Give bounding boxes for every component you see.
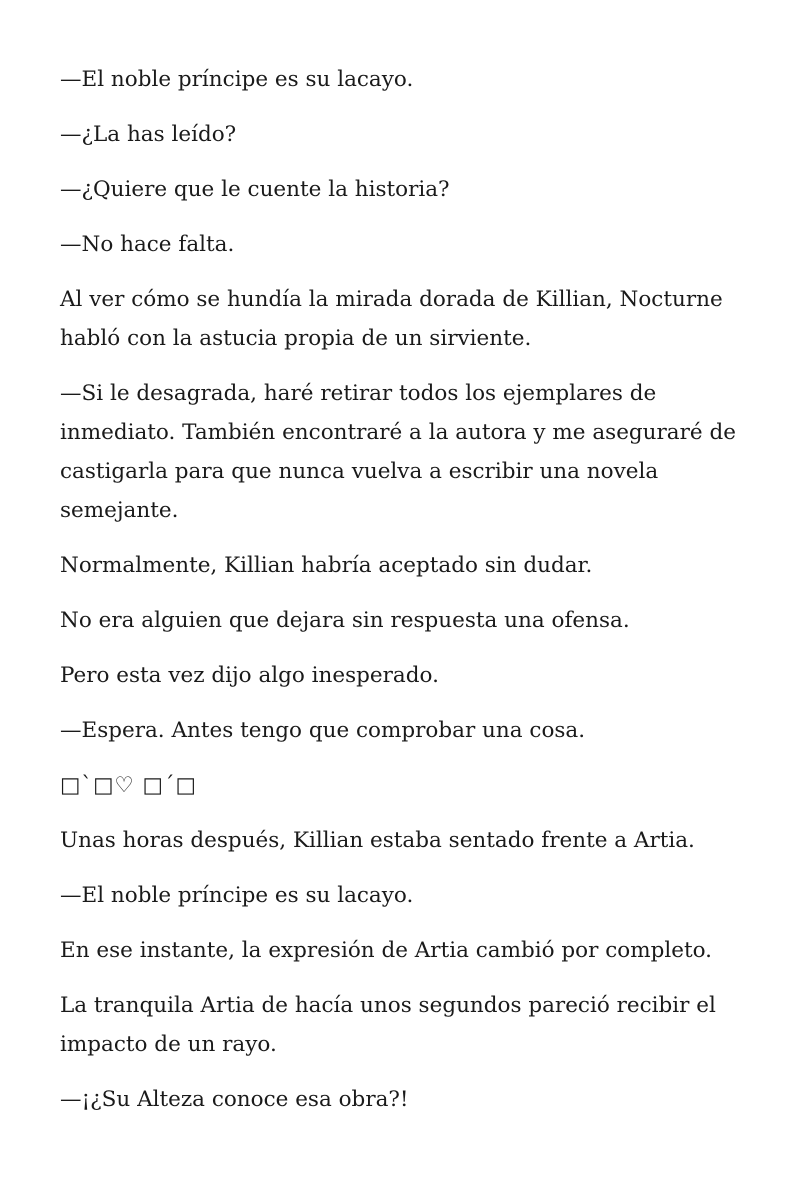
paragraph: Unas horas después, Killian estaba sentado frente a Artia. [60, 828, 695, 853]
page-text [60, 60, 750, 1135]
paragraph: Al ver cómo se hundía la mirada dorada de Killian, Nocturne habló con la astucia propia de un sirviente. [60, 287, 723, 351]
paragraph: —¡¿Su Alteza conoce esa obra?! [60, 1087, 409, 1112]
paragraph: Normalmente, Killian habría aceptado sin dudar. [60, 553, 593, 578]
paragraph: —Si le desagrada, haré retirar todos los ejemplares de inmediato. También encontraré a la autora y me aseguraré de castigarla para que nunca vuelva a escribir una novela semejante. [60, 381, 736, 523]
paragraph: —Espera. Antes tengo que comprobar una cosa. [60, 718, 586, 743]
paragraph: —¿Quiere que le cuente la historia? [60, 177, 450, 202]
paragraph: —¿La has leído? [60, 122, 237, 147]
scene-separator: □`□♡ □´□ [60, 773, 197, 798]
paragraph: No era alguien que dejara sin respuesta una ofensa. [60, 608, 630, 633]
paragraph: La tranquila Artia de hacía unos segundos pareció recibir el impacto de un rayo. [60, 993, 716, 1057]
paragraph: En ese instante, la expresión de Artia cambió por completo. [60, 938, 713, 963]
paragraph: —El noble príncipe es su lacayo. [60, 883, 414, 908]
paragraph: Pero esta vez dijo algo inesperado. [60, 663, 439, 688]
paragraph: —El noble príncipe es su lacayo. [60, 67, 414, 92]
paragraph: —No hace falta. [60, 232, 235, 257]
